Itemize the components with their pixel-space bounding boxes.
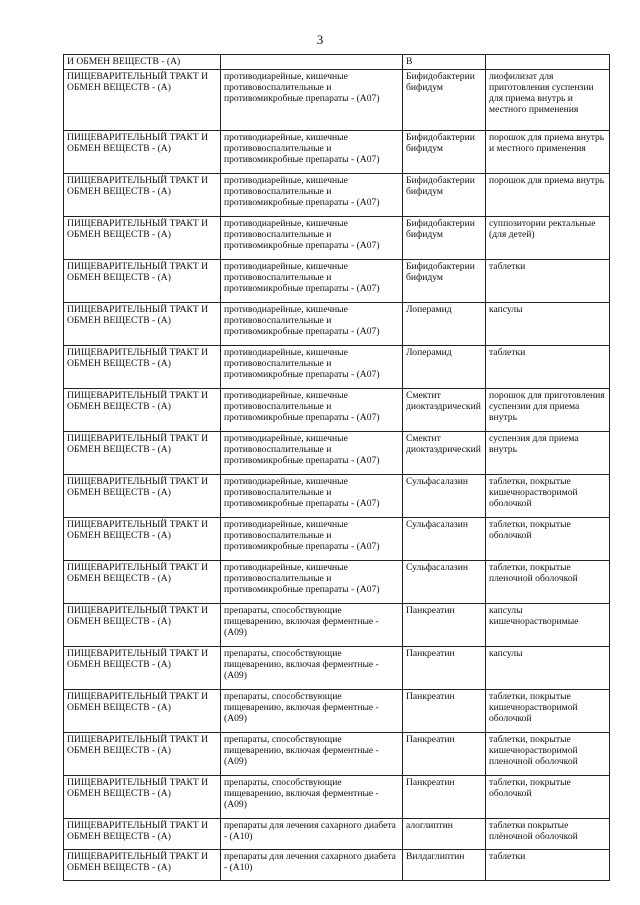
- cell-group: ПИЩЕВАРИТЕЛЬНЫЙ ТРАКТ И ОБМЕН ВЕЩЕСТВ - (А): [64, 432, 221, 475]
- table-row: [64, 131, 610, 174]
- table-row: [64, 819, 610, 850]
- cell-form: таблетки, покрытые оболочкой: [486, 518, 610, 561]
- cell-pharm-group: препараты, способствующие пищеварению, включая ферментные - (А09): [221, 776, 403, 819]
- table-row: [64, 389, 610, 432]
- table-row: [64, 475, 610, 518]
- cell-inn: Смектит диоктаэдрический: [403, 389, 486, 432]
- cell-pharm-group: противодиарейные, кишечные противовоспалительные и противомикробные препараты - (А07): [221, 475, 403, 518]
- cell-inn: Смектит диоктаэдрический: [403, 432, 486, 475]
- cell-form: [486, 55, 610, 70]
- cell-inn: Бифидобактерии бифидум: [403, 217, 486, 260]
- table-row: [64, 346, 610, 389]
- cell-inn: Панкреатин: [403, 647, 486, 690]
- cell-form: суппозитории ректальные (для детей): [486, 217, 610, 260]
- cell-pharm-group: противодиарейные, кишечные противовоспалительные и противомикробные препараты - (А07): [221, 174, 403, 217]
- cell-pharm-group: препараты, способствующие пищеварению, включая ферментные - (А09): [221, 690, 403, 733]
- cell-group: ПИЩЕВАРИТЕЛЬНЫЙ ТРАКТ И ОБМЕН ВЕЩЕСТВ - (А): [64, 174, 221, 217]
- cell-form: лиофилизат для приготовления суспензии для приема внутрь и местного применения: [486, 70, 610, 131]
- cell-pharm-group: противодиарейные, кишечные противовоспалительные и противомикробные препараты - (А07): [221, 260, 403, 303]
- cell-inn: Бифидобактерии бифидум: [403, 174, 486, 217]
- cell-inn: Сульфасалазин: [403, 475, 486, 518]
- cell-group: ПИЩЕВАРИТЕЛЬНЫЙ ТРАКТ И ОБМЕН ВЕЩЕСТВ - (А): [64, 389, 221, 432]
- table-row: [64, 776, 610, 819]
- cell-group: ПИЩЕВАРИТЕЛЬНЫЙ ТРАКТ И ОБМЕН ВЕЩЕСТВ - (А): [64, 850, 221, 881]
- cell-group: ПИЩЕВАРИТЕЛЬНЫЙ ТРАКТ И ОБМЕН ВЕЩЕСТВ - (А): [64, 561, 221, 604]
- cell-inn: Лоперамид: [403, 346, 486, 389]
- cell-group: ПИЩЕВАРИТЕЛЬНЫЙ ТРАКТ И ОБМЕН ВЕЩЕСТВ - (А): [64, 690, 221, 733]
- cell-inn: Бифидобактерии бифидум: [403, 260, 486, 303]
- cell-pharm-group: противодиарейные, кишечные противовоспалительные и противомикробные препараты - (А07): [221, 432, 403, 475]
- table-row: [64, 260, 610, 303]
- cell-form: порошок для приема внутрь и местного применения: [486, 131, 610, 174]
- cell-inn: Сульфасалазин: [403, 518, 486, 561]
- cell-group: ПИЩЕВАРИТЕЛЬНЫЙ ТРАКТ И ОБМЕН ВЕЩЕСТВ - (А): [64, 70, 221, 131]
- cell-group: ПИЩЕВАРИТЕЛЬНЫЙ ТРАКТ И ОБМЕН ВЕЩЕСТВ - (А): [64, 604, 221, 647]
- cell-form: таблетки, покрытые кишечнорастворимой оболочкой: [486, 475, 610, 518]
- table-row: [64, 174, 610, 217]
- cell-pharm-group: противодиарейные, кишечные противовоспалительные и противомикробные препараты - (А07): [221, 389, 403, 432]
- cell-group: ПИЩЕВАРИТЕЛЬНЫЙ ТРАКТ И ОБМЕН ВЕЩЕСТВ - (А): [64, 131, 221, 174]
- cell-group: ПИЩЕВАРИТЕЛЬНЫЙ ТРАКТ И ОБМЕН ВЕЩЕСТВ - (А): [64, 647, 221, 690]
- cell-pharm-group: противодиарейные, кишечные противовоспалительные и противомикробные препараты - (А07): [221, 70, 403, 131]
- cell-inn: Панкреатин: [403, 690, 486, 733]
- cell-group: ПИЩЕВАРИТЕЛЬНЫЙ ТРАКТ И ОБМЕН ВЕЩЕСТВ - (А): [64, 475, 221, 518]
- cell-inn: Бифидобактерии бифидум: [403, 70, 486, 131]
- cell-group: ПИЩЕВАРИТЕЛЬНЫЙ ТРАКТ И ОБМЕН ВЕЩЕСТВ - (А): [64, 518, 221, 561]
- cell-form: таблетки, покрытые пленочной оболочкой: [486, 561, 610, 604]
- cell-inn: Панкреатин: [403, 604, 486, 647]
- cell-form: капсулы: [486, 303, 610, 346]
- cell-inn: Бифидобактерии бифидум: [403, 131, 486, 174]
- cell-inn: Сульфасалазин: [403, 561, 486, 604]
- cell-group: ПИЩЕВАРИТЕЛЬНЫЙ ТРАКТ И ОБМЕН ВЕЩЕСТВ - (А): [64, 819, 221, 850]
- drug-table: [63, 54, 610, 881]
- cell-group: ПИЩЕВАРИТЕЛЬНЫЙ ТРАКТ И ОБМЕН ВЕЩЕСТВ - (А): [64, 260, 221, 303]
- cell-pharm-group: препараты для лечения сахарного диабета - (А10): [221, 850, 403, 881]
- cell-form: таблетки: [486, 260, 610, 303]
- cell-form: таблетки, покрытые кишечнорастворимой пленочной оболочкой: [486, 733, 610, 776]
- cell-form: суспензия для приема внутрь: [486, 432, 610, 475]
- cell-inn: В: [403, 55, 486, 70]
- cell-pharm-group: противодиарейные, кишечные противовоспалительные и противомикробные препараты - (А07): [221, 131, 403, 174]
- table-row: [64, 604, 610, 647]
- cell-pharm-group: противодиарейные, кишечные противовоспалительные и противомикробные препараты - (А07): [221, 518, 403, 561]
- cell-pharm-group: противодиарейные, кишечные противовоспалительные и противомикробные препараты - (А07): [221, 561, 403, 604]
- table-row: [64, 518, 610, 561]
- cell-pharm-group: препараты, способствующие пищеварению, включая ферментные - (А09): [221, 647, 403, 690]
- cell-group: ПИЩЕВАРИТЕЛЬНЫЙ ТРАКТ И ОБМЕН ВЕЩЕСТВ - (А): [64, 217, 221, 260]
- cell-group: И ОБМЕН ВЕЩЕСТВ - (А): [64, 55, 221, 70]
- cell-inn: Панкреатин: [403, 776, 486, 819]
- cell-form: порошок для приготовления суспензии для приема внутрь: [486, 389, 610, 432]
- cell-form: таблетки: [486, 346, 610, 389]
- cell-form: капсулы кишечнорастворимые: [486, 604, 610, 647]
- cell-form: таблетки: [486, 850, 610, 881]
- cell-form: таблетки, покрытые оболочкой: [486, 776, 610, 819]
- page-number: 3: [316, 32, 324, 47]
- cell-pharm-group: препараты, способствующие пищеварению, включая ферментные - (А09): [221, 733, 403, 776]
- cell-form: таблетки, покрытые кишечнорастворимой оболочкой: [486, 690, 610, 733]
- cell-pharm-group: противодиарейные, кишечные противовоспалительные и противомикробные препараты - (А07): [221, 346, 403, 389]
- table-row: [64, 217, 610, 260]
- table-row: [64, 70, 610, 131]
- cell-group: ПИЩЕВАРИТЕЛЬНЫЙ ТРАКТ И ОБМЕН ВЕЩЕСТВ - (А): [64, 776, 221, 819]
- cell-form: капсулы: [486, 647, 610, 690]
- table-row: [64, 561, 610, 604]
- cell-pharm-group: противодиарейные, кишечные противовоспалительные и противомикробные препараты - (А07): [221, 303, 403, 346]
- cell-group: ПИЩЕВАРИТЕЛЬНЫЙ ТРАКТ И ОБМЕН ВЕЩЕСТВ - (А): [64, 346, 221, 389]
- table-row: [64, 647, 610, 690]
- cell-pharm-group: [221, 55, 403, 70]
- cell-pharm-group: препараты для лечения сахарного диабета - (А10): [221, 819, 403, 850]
- cell-inn: Панкреатин: [403, 733, 486, 776]
- table-row: [64, 303, 610, 346]
- cell-group: ПИЩЕВАРИТЕЛЬНЫЙ ТРАКТ И ОБМЕН ВЕЩЕСТВ - (А): [64, 733, 221, 776]
- cell-inn: Лоперамид: [403, 303, 486, 346]
- cell-form: таблетки покрытые плёночной оболочкой: [486, 819, 610, 850]
- table-header-row: [64, 55, 610, 70]
- cell-inn: Вилдаглиптин: [403, 850, 486, 881]
- cell-inn: алоглиптин: [403, 819, 486, 850]
- cell-pharm-group: препараты, способствующие пищеварению, включая ферментные - (А09): [221, 604, 403, 647]
- table-row: [64, 733, 610, 776]
- table-row: [64, 432, 610, 475]
- cell-group: ПИЩЕВАРИТЕЛЬНЫЙ ТРАКТ И ОБМЕН ВЕЩЕСТВ - (А): [64, 303, 221, 346]
- table-row: [64, 850, 610, 881]
- cell-form: порошок для приема внутрь: [486, 174, 610, 217]
- cell-pharm-group: противодиарейные, кишечные противовоспалительные и противомикробные препараты - (А07): [221, 217, 403, 260]
- table-row: [64, 690, 610, 733]
- drug-table-body: [64, 55, 610, 881]
